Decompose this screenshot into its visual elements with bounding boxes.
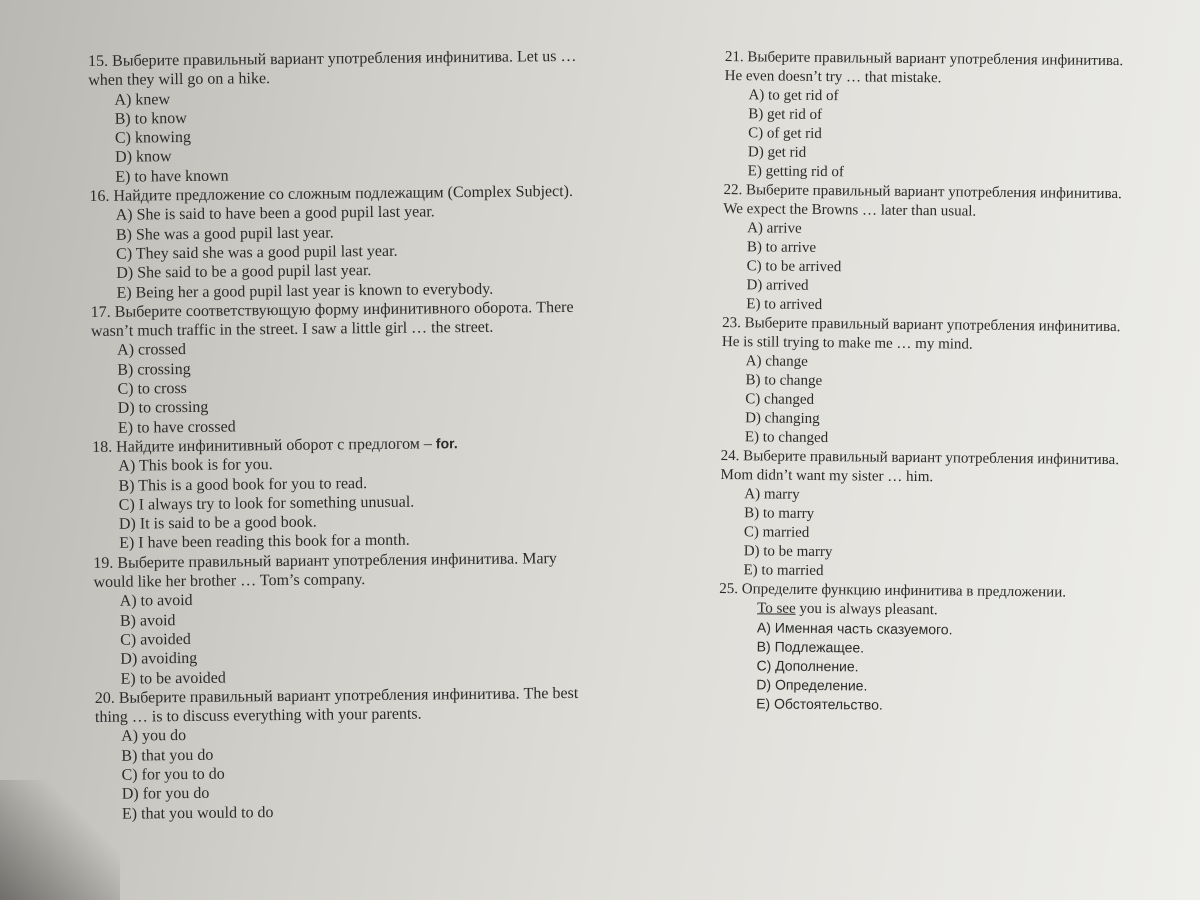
option: B) to change: [745, 372, 823, 390]
option: E) Обстоятельство.: [756, 695, 883, 713]
question-25: [718, 580, 1179, 718]
question-22-line2: We expect the Browns … later than usual.: [723, 200, 977, 220]
question-18-options: [92, 452, 633, 554]
option: C) I always try to look for something unusual.: [118, 493, 415, 514]
option: D) Определение.: [756, 676, 868, 694]
question-22: [722, 181, 1183, 319]
option: E) getting rid of: [747, 163, 845, 181]
option: A) marry: [744, 486, 800, 503]
option: C) Дополнение.: [756, 657, 859, 675]
question-21: [724, 48, 1185, 186]
question-20-head: 20. Выберите правильный вариант употребления инфинитива. The best: [94, 684, 579, 707]
question-16: [89, 181, 630, 302]
question-16-head: 16. Найдите предложение со сложным подлежащим (Complex Subject).: [89, 183, 574, 206]
question-24-head: 24. Выберите правильный вариант употребления инфинитива.: [720, 447, 1120, 469]
option: D) arrived: [746, 277, 809, 294]
question-24-options: [719, 485, 1180, 585]
option: C) for you to do: [121, 765, 225, 784]
question-25-head: 25. Определите функцию инфинитива в предложении.: [719, 580, 1067, 601]
question-21-head: 21. Выберите правильный вариант употребления инфинитива.: [724, 48, 1124, 70]
option: E) Being her a good pupil last year is known to everybody.: [116, 280, 494, 302]
question-17-head: 17. Выберите соответствующую форму инфинитивного оборота. There: [90, 298, 574, 321]
option: C) married: [743, 524, 810, 541]
question-19-options: [94, 587, 635, 689]
question-24: [719, 447, 1180, 585]
option: D) to be marry: [743, 543, 833, 561]
question-25-rest: you is always pleasant.: [795, 600, 938, 619]
question-16-options: [90, 201, 631, 303]
option: D) She said to be a good pupil last year.: [116, 262, 372, 282]
option: C) of get rid: [748, 125, 822, 143]
option: E) to arrived: [746, 296, 823, 314]
right-column: [718, 48, 1185, 718]
question-17-line2: wasn’t much traffic in the street. I saw a little girl … the street.: [90, 318, 494, 341]
question-19: [93, 548, 634, 689]
option: E) to be avoided: [120, 669, 226, 688]
option: A) knew: [114, 90, 171, 109]
question-21-options: [724, 86, 1185, 186]
question-22-options: [722, 219, 1183, 319]
option: E) to have crossed: [117, 418, 236, 437]
option: D) to crossing: [117, 399, 209, 418]
option: C) changed: [745, 391, 815, 408]
question-20-line2: thing … is to discuss everything with your parents.: [94, 705, 422, 727]
question-17: [91, 297, 632, 438]
question-19-line2: would like her brother … Tom’s company.: [93, 571, 366, 591]
left-column: [88, 46, 636, 823]
option: E) to have known: [115, 167, 229, 186]
question-20-options: [95, 722, 636, 824]
option: A) This book is for you.: [118, 456, 273, 475]
question-21-line2: He even doesn’t try … that mistake.: [724, 67, 942, 87]
question-23-head: 23. Выберите правильный вариант употребления инфинитива.: [722, 314, 1121, 336]
option: B) that you do: [121, 746, 214, 765]
question-22-head: 22. Выберите правильный вариант употребления инфинитива.: [723, 181, 1122, 203]
question-17-options: [91, 336, 632, 438]
question-23-options: [721, 352, 1182, 452]
option: D) It is said to be a good book.: [118, 513, 317, 533]
option: B) to know: [114, 109, 187, 128]
question-20: [95, 683, 636, 824]
option: B) crossing: [117, 360, 191, 379]
option: B) to marry: [744, 505, 815, 522]
option: D) avoiding: [120, 650, 198, 668]
option: C) They said she was a good pupil last year.: [116, 242, 398, 263]
question-23-line2: He is still trying to make me … my mind.: [721, 333, 973, 353]
question-24-line2: Mom didn’t want my sister … him.: [720, 466, 934, 486]
option: A) you do: [121, 727, 187, 746]
option: B) She was a good pupil last year.: [115, 224, 334, 244]
question-18: [92, 432, 633, 553]
option: B) avoid: [119, 611, 176, 630]
question-15-text: 15. Выберите правильный вариант употребления инфинитива. Let us …: [88, 47, 577, 70]
option: A) Именная часть сказуемого.: [756, 619, 953, 638]
option: B) get rid of: [748, 106, 823, 124]
option: A) arrive: [747, 220, 802, 237]
question-15-line2: when they will go on a hike.: [88, 70, 271, 90]
option: E) to changed: [744, 429, 829, 447]
question-15: [88, 46, 629, 187]
question-18-tag: for.: [435, 435, 458, 452]
option: D) know: [115, 148, 172, 167]
option: B) Подлежащее.: [756, 638, 865, 656]
option: C) avoided: [120, 630, 191, 649]
question-19-head: 19. Выберите правильный вариант употребления инфинитива. Mary: [93, 549, 557, 572]
option: E) to married: [743, 562, 824, 580]
option: C) to be arrived: [746, 258, 842, 276]
question-18-text: 18. Найдите инфинитивный оборот с предлогом –: [92, 435, 432, 456]
option: A) to avoid: [119, 592, 193, 611]
option: B) This is a good book for you to read.: [118, 474, 368, 495]
option: A) She is said to have been a good pupil last year.: [115, 203, 435, 225]
option: E) I have been reading this book for a month.: [119, 532, 410, 553]
question-25-underlined: To see: [757, 600, 796, 617]
option: A) crossed: [117, 341, 187, 360]
option: E) that you would to do: [121, 803, 274, 823]
question-15-options: [88, 85, 629, 187]
question-25-options: [718, 618, 1179, 718]
option: D) get rid: [747, 144, 807, 161]
question-23: [721, 314, 1182, 452]
option: A) change: [745, 353, 808, 370]
option: C) to cross: [117, 380, 187, 398]
option: A) to get rid of: [748, 87, 839, 105]
option: D) for you do: [121, 785, 210, 803]
option: C) knowing: [114, 129, 191, 147]
option: D) changing: [745, 410, 820, 428]
option: B) to arrive: [746, 239, 817, 256]
